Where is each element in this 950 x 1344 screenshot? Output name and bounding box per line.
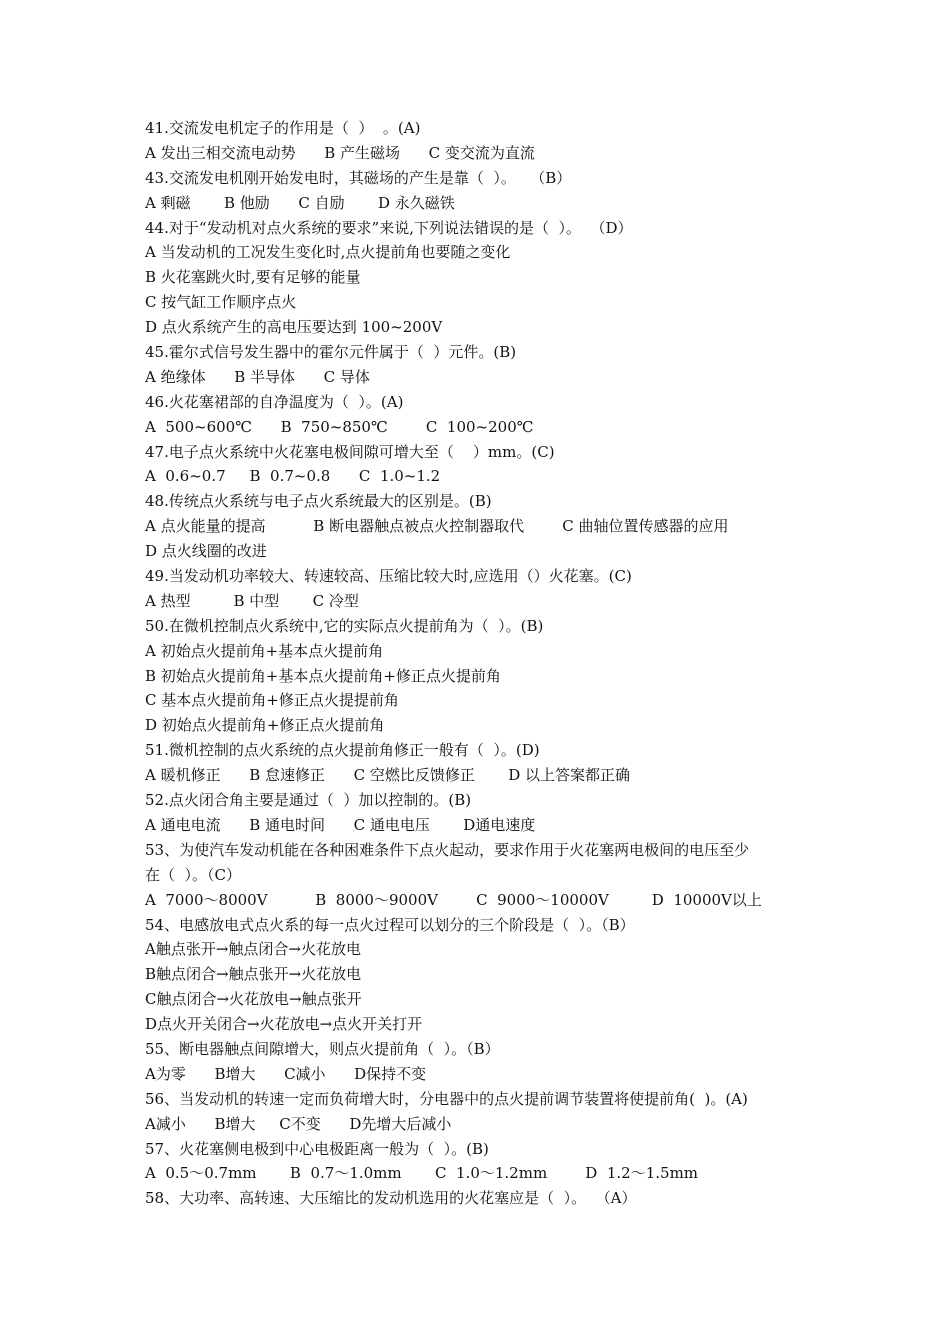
question-line: A 剩磁 B 他励 C 自励 D 永久磁铁 <box>145 193 455 212</box>
question-line: C 按气缸工作顺序点火 <box>145 293 297 312</box>
question-line: A 热型 B 中型 C 冷型 <box>145 591 359 610</box>
question-line: 55、断电器触点间隙增大，则点火提前角（ ）。（B） <box>145 1039 500 1058</box>
question-line: 43.交流发电机刚开始发电时，其磁场的产生是靠（ ）。 （B） <box>145 168 572 187</box>
question-line: 46.火花塞裙部的自净温度为（ ）。(A) <box>145 392 404 411</box>
question-line: C 基本点火提前角+修正点火提提前角 <box>145 691 399 710</box>
question-line: A 当发动机的工况发生变化时,点火提前角也要随之变化 <box>145 243 511 262</box>
question-line: 47.电子点火系统中火花塞电极间隙可增大至（ ）mm。(C) <box>145 442 555 461</box>
question-line: 57、火花塞侧电极到中心电极距离一般为（ ）。(B) <box>145 1139 489 1158</box>
question-line: B 火花塞跳火时,要有足够的能量 <box>145 268 361 287</box>
question-line: B触点闭合→触点张开→火花放电 <box>145 965 362 984</box>
question-line: A为零 B增大 C减小 D保持不变 <box>145 1064 427 1083</box>
question-line: A 0.5～0.7mm B 0.7～1.0mm C 1.0～1.2mm D 1.2～1.5mm <box>145 1164 699 1183</box>
question-line: 50.在微机控制点火系统中,它的实际点火提前角为（ ）。(B) <box>145 616 544 635</box>
question-line: 49.当发动机功率较大、转速较高、压缩比较大时,应选用（）火花塞。(C) <box>145 567 632 586</box>
question-line: A 0.6~0.7 B 0.7~0.8 C 1.0~1.2 <box>145 467 441 486</box>
question-line: A 暖机修正 B 怠速修正 C 空燃比反馈修正 D 以上答案都正确 <box>145 766 631 785</box>
question-line: D点火开关闭合→火花放电→点火开关打开 <box>145 1015 423 1034</box>
question-line: A 7000～8000V B 8000～9000V C 9000～10000V D 10000V以上 <box>145 890 762 909</box>
question-line: A 500~600℃ B 750~850℃ C 100~200℃ <box>145 417 534 436</box>
question-line: A 绝缘体 B 半导体 C 导体 <box>145 367 370 386</box>
question-line: A 点火能量的提高 B 断电器触点被点火控制器取代 C 曲轴位置传感器的应用 <box>145 517 729 536</box>
question-line: 45.霍尔式信号发生器中的霍尔元件属于（ ）元件。(B) <box>145 343 517 362</box>
question-line: 58、大功率、高转速、大压缩比的发动机选用的火花塞应是（ ）。 （A） <box>145 1189 637 1208</box>
question-line: 44.对于“发动机对点火系统的要求”来说,下列说法错误的是（ ）。 （D） <box>145 218 633 237</box>
question-line: 56、当发动机的转速一定而负荷增大时，分电器中的点火提前调节装置将使提前角( )。(A) <box>145 1089 748 1108</box>
question-line: A减小 B增大 C不变 D先增大后减小 <box>145 1114 452 1133</box>
question-line: 51.微机控制的点火系统的点火提前角修正一般有（ ）。(D) <box>145 741 540 760</box>
question-line: 48.传统点火系统与电子点火系统最大的区别是。(B) <box>145 492 492 511</box>
question-line: A 发出三相交流电动势 B 产生磁场 C 变交流为直流 <box>145 143 535 162</box>
question-line: A触点张开→触点闭合→火花放电 <box>145 940 361 959</box>
question-line: C触点闭合→火花放电→触点张开 <box>145 990 362 1009</box>
question-line: 53、为使汽车发动机能在各种困难条件下点火起动，要求作用于火花塞两电极间的电压至少 <box>145 840 750 859</box>
question-line: D 点火线圈的改进 <box>145 542 267 561</box>
question-line: 41.交流发电机定子的作用是（ ） 。(A) <box>145 119 421 137</box>
document-page <box>145 116 825 1211</box>
question-line: A 初始点火提前角+基本点火提前角 <box>145 641 384 660</box>
question-line: D 初始点火提前角+修正点火提前角 <box>145 716 385 735</box>
question-line: 54、电感放电式点火系的每一点火过程可以划分的三个阶段是（ ）。（B） <box>145 915 635 934</box>
question-line: A 通电电流 B 通电时间 C 通电电压 D通电速度 <box>145 815 536 834</box>
question-line: D 点火系统产生的高电压要达到 100~200V <box>145 318 443 337</box>
question-line: 在（ ）。（C） <box>145 865 242 884</box>
question-line: B 初始点火提前角+基本点火提前角+修正点火提前角 <box>145 666 501 685</box>
question-line: 52.点火闭合角主要是通过（ ）加以控制的。(B) <box>145 791 472 810</box>
